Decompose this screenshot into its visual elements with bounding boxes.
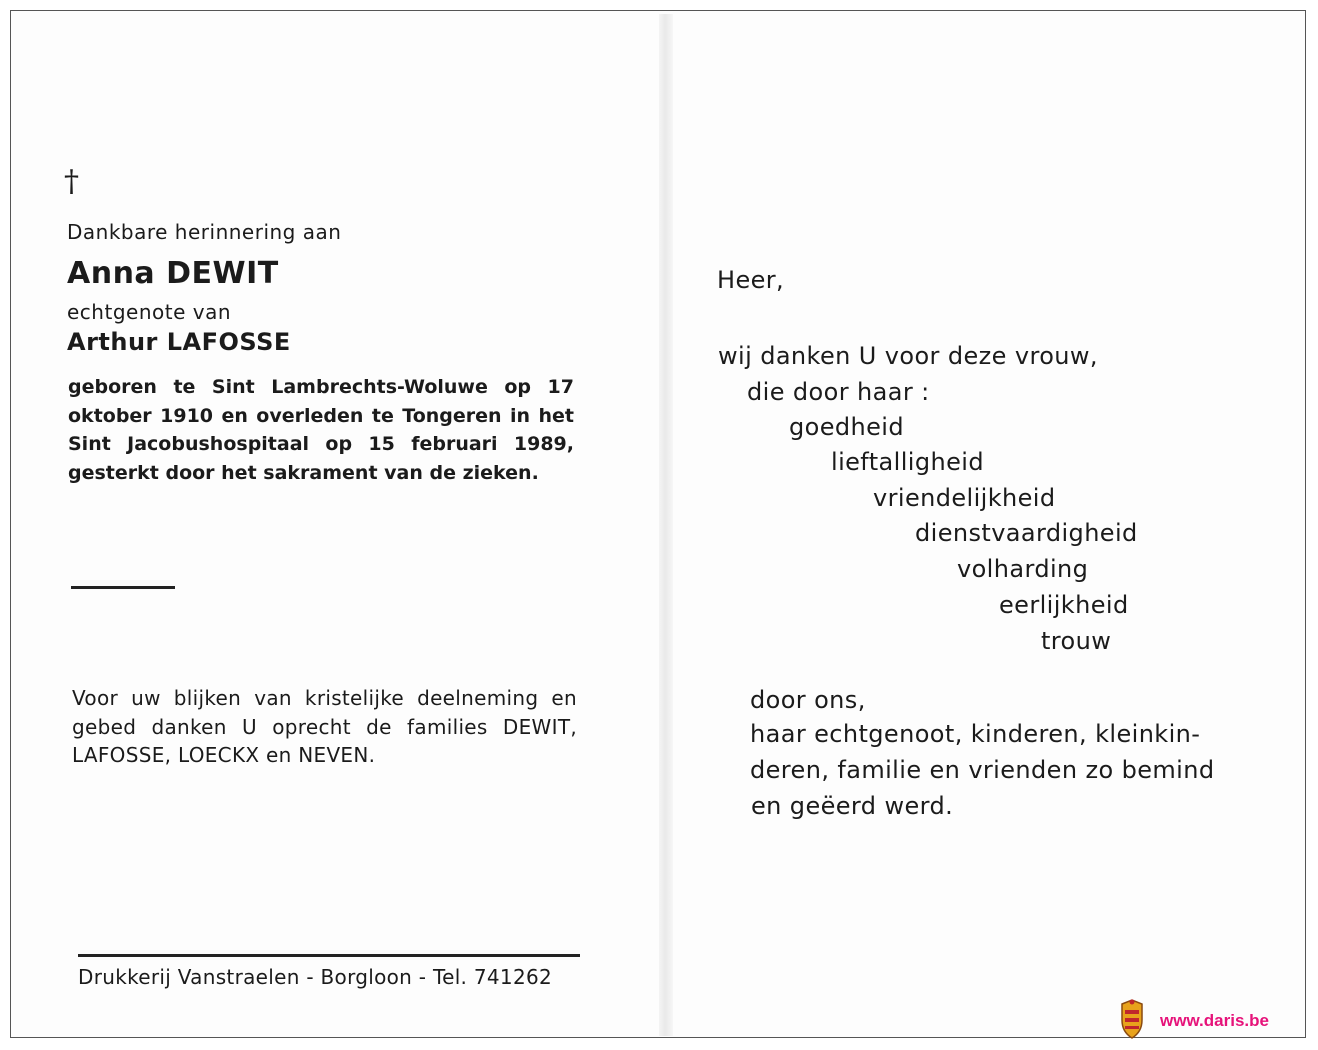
virtue-item: eerlijkheid: [999, 591, 1129, 619]
deceased-name: Anna DEWIT: [67, 256, 279, 291]
divider-short: [71, 586, 175, 589]
spouse-label: echtgenote van: [67, 300, 232, 324]
poem-greeting: Heer,: [717, 266, 785, 294]
closing-line: en geëerd werd.: [751, 792, 954, 820]
divider-long: [78, 954, 580, 957]
virtue-item: vriendelijkheid: [873, 484, 1056, 512]
spouse-name: Arthur LAFOSSE: [67, 328, 291, 356]
intro-text: Dankbare herinnering aan: [67, 220, 342, 244]
closing-line: deren, familie en vrienden zo bemind: [750, 756, 1215, 784]
closing-line: door ons,: [750, 686, 866, 714]
biography: geboren te Sint Lambrechts-Woluwe op 17 oktober 1910 en overleden te Tongeren in het Sint Jacobushospitaal op 15 februari 1989, gesterkt door het sakrament van de zieken.: [68, 376, 574, 484]
virtue-item: trouw: [1041, 627, 1112, 655]
printer-credit: Drukkerij Vanstraelen - Borgloon - Tel. 741262: [78, 965, 553, 989]
website-link[interactable]: www.daris.be: [1160, 1011, 1269, 1030]
poem-line: wij danken U voor deze vrouw,: [718, 342, 1098, 370]
virtue-item: goedheid: [789, 413, 904, 441]
crest-icon: [1116, 998, 1148, 1042]
cross-symbol: †: [64, 164, 79, 199]
card-fold: [659, 14, 673, 1036]
closing-line: haar echtgenoot, kinderen, kleinkin-: [750, 720, 1201, 748]
thanks-text: Voor uw blijken van kristelijke deelneming en gebed danken U oprecht de families DEWIT, LAFOSSE, LOECKX en NEVEN.: [72, 686, 577, 767]
poem-line: die door haar :: [747, 378, 930, 406]
virtue-item: volharding: [957, 555, 1089, 583]
virtue-item: lieftalligheid: [831, 448, 984, 476]
virtue-item: dienstvaardigheid: [915, 519, 1138, 547]
